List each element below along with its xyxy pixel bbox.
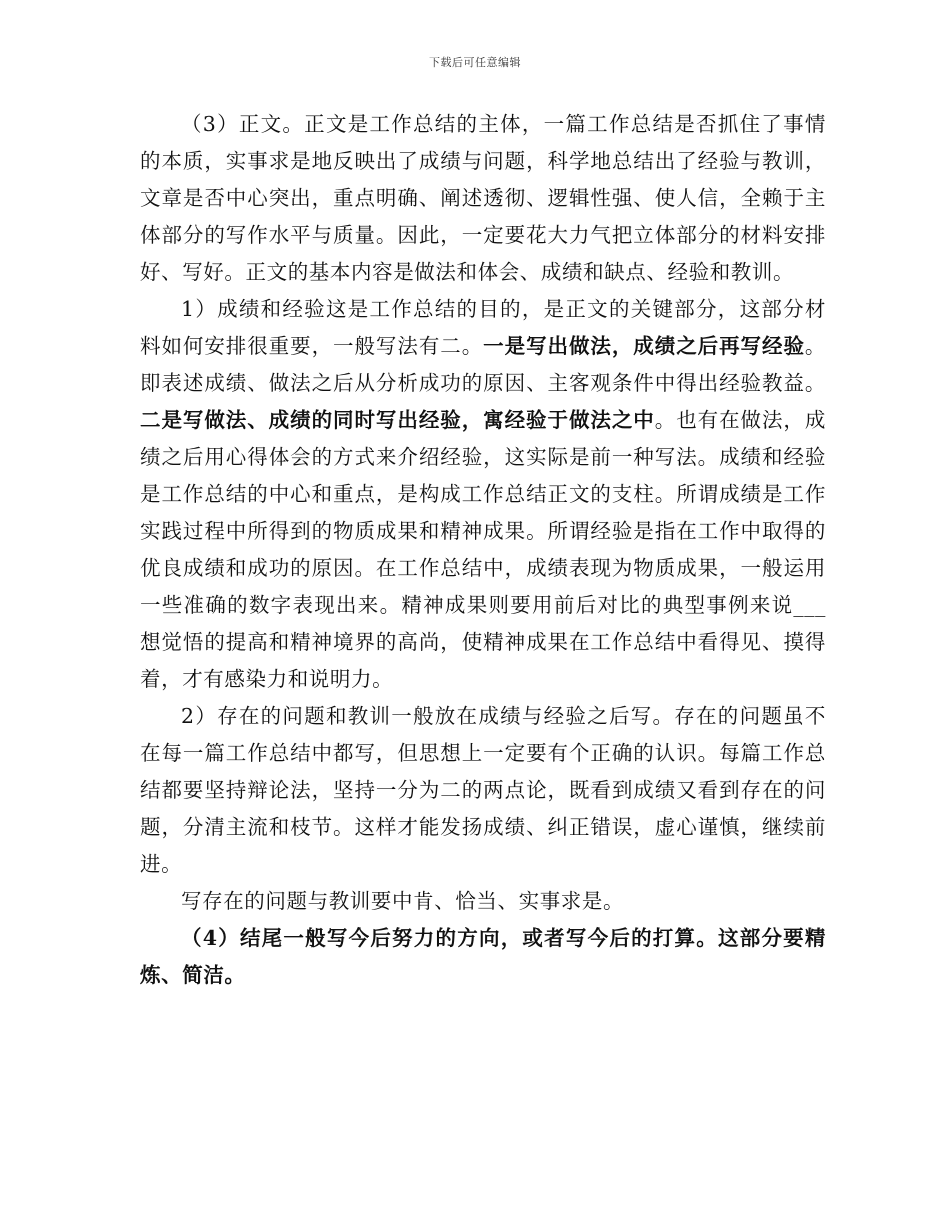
achievements-detail: 。也有在做法，成绩之后用心得体会的方式来介绍经验，这实际是前一种写法。成绩和经验是工作总结的中心和重点，是构成工作总结正文的支柱。所谓成绩是工作实践过程中所得到的物质成果和精神成果。所谓经验是指在工作中取得的优良成绩和成功的原因。在工作总结中，成绩表现为物质成果，一般运用一些准确的数字表现出来。精神成果则要用前后对比的典型事例来说___想觉悟的提高和精神境界的高尚，使精神成果在工作总结中看得见、摸得着，才有感染力和说明力。 xyxy=(140,408,826,691)
document-body xyxy=(140,106,826,994)
method-two-bold: 二是写做法、成绩的同时写出经验，寓经验于做法之中 xyxy=(140,408,655,432)
method-one-bold: 一是写出做法，成绩之后再写经验 xyxy=(483,334,805,358)
paragraph-conclusion: （4）结尾一般写今后努力的方向，或者写今后的打算。这部分要精炼、简洁。 xyxy=(140,926,826,987)
paragraph-problems-note: 写存在的问题与教训要中肯、恰当、实事求是。 xyxy=(181,889,625,913)
paragraph-achievements xyxy=(140,291,826,698)
achievements-intro: 1）成绩和经验这是工作总结的目的，是正文的关键部分，这部分材料如何安排很重要，一般写法有二。 xyxy=(140,297,826,358)
paragraph-main-text: （3）正文。正文是工作总结的主体，一篇工作总结是否抓住了事情的本质，实事求是地反映出了成绩与问题，科学地总结出了经验与教训，文章是否中心突出，重点明确、阐述透彻、逻辑性强、使人信，全赖于主体部分的写作水平与质量。因此，一定要花大力气把立体部分的材料安排好、写好。正文的基本内容是做法和体会、成绩和缺点、经验和教训。 xyxy=(140,112,826,284)
method-one-detail: 。即表述成绩、做法之后从分析成功的原因、主客观条件中得出经验教益。 xyxy=(140,334,826,395)
paragraph-problems: 2）存在的问题和教训一般放在成绩与经验之后写。存在的问题虽不在每一篇工作总结中都写，但思想上一定要有个正确的认识。每篇工作总结都要坚持辩论法，坚持一分为二的两点论，既看到成绩又看到存在的问题，分清主流和枝节。这样才能发扬成绩、纠正错误，虚心谨慎，继续前进。 xyxy=(140,704,826,876)
page-header: 下载后可任意编辑 xyxy=(429,56,521,69)
